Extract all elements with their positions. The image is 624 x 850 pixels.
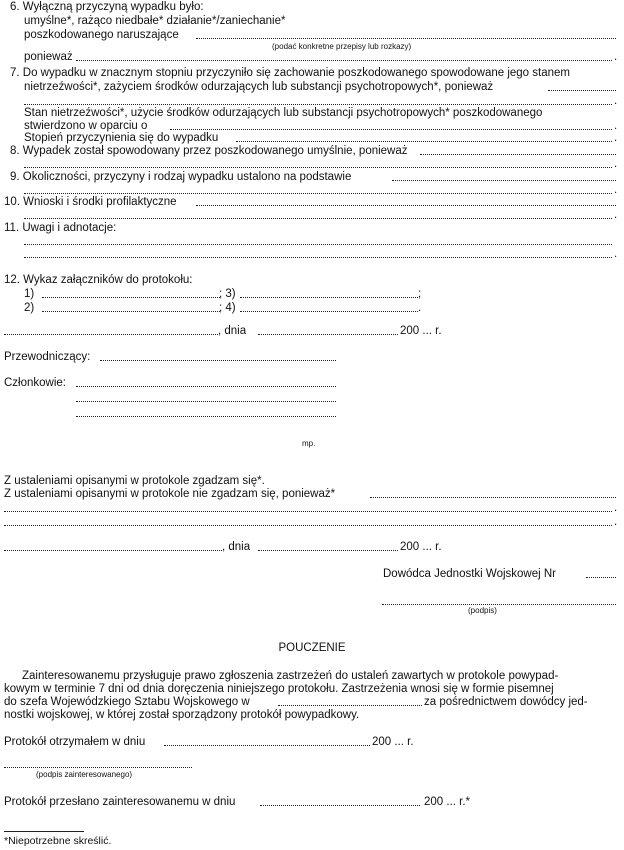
pouczenie-title: POUCZENIE <box>278 642 346 654</box>
agree-place-field[interactable] <box>4 550 222 551</box>
attachment-2-num: 2) <box>24 302 35 314</box>
item-6-line-4: ponieważ <box>24 51 73 63</box>
item-12-title: 12. Wykaz załączników do protokołu: <box>4 274 193 286</box>
item-10-title: 10. Wnioski i środki profilaktyczne <box>4 196 177 208</box>
item-11-title: 11. Uwagi i adnotacje: <box>4 222 117 234</box>
item-6-line-2: umyślne*, rażąco niedbałe* działanie*/zaniechanie* <box>24 15 286 27</box>
place-field[interactable] <box>4 334 218 335</box>
disagree-line: Z ustaleniami opisanymi w protokole nie zgadzam się, ponieważ* <box>4 488 336 500</box>
agree-line: Z ustaleniami opisanymi w protokole zgadzam się*. <box>4 475 265 487</box>
disagree-end-2: . <box>614 516 618 528</box>
members-label: Członkowie: <box>4 377 66 389</box>
item-7-line-4: Stan nietrzeźwości*, użycie środków odurzających lub substancji psychotropowych* poszkodowanego <box>24 107 543 119</box>
item-8-title: 8. Wypadek został spowodowany przez poszkodowanego umyślnie, ponieważ <box>10 145 408 157</box>
sent-year: 200 ... r.* <box>424 796 471 808</box>
podpis-label: (podpis) <box>468 606 497 615</box>
disagree-field-2[interactable] <box>4 511 612 512</box>
disagree-end-1: . <box>614 502 618 514</box>
item-11-field-1[interactable] <box>24 244 612 245</box>
commander-signature-field[interactable] <box>382 604 616 605</box>
chair-field[interactable] <box>100 360 336 361</box>
item-6-field-2[interactable] <box>76 60 612 61</box>
agree-dnia-label: , dnia <box>222 541 251 553</box>
pouczenie-line-2: kowym w terminie 7 dni od dnia doręczenia niniejszego protokołu. Zastrzeżenia wnosi się w formie pisemnej <box>4 683 554 695</box>
received-label: Protokół otrzymałem w dniu <box>4 736 146 748</box>
wsw-city-field[interactable] <box>278 705 422 706</box>
attachment-3-field[interactable] <box>240 297 418 298</box>
attachment-1-num: 1) <box>24 288 35 300</box>
pouczenie-line-1: Zainteresowanemu przysługuje prawo zgłoszenia zastrzeżeń do ustaleń zawartych w protokole powypad- <box>22 670 559 682</box>
chair-label: Przewodniczący: <box>4 351 91 363</box>
item-11-end: . <box>614 248 618 260</box>
attachment-3-num: ; 3) <box>219 288 236 300</box>
item-7-line-6: Stopień przyczynienia się do wypadku <box>24 132 219 144</box>
pouczenie-line-4: nostki wojskowej, w której został sporządzony protokół powypadkowy. <box>4 709 360 721</box>
pouczenie-line-3a: do szefa Wojewódzkiego Sztabu Wojskowego w <box>4 696 250 708</box>
item-7-line-2: nietrzeźwości*, zażyciem środków odurzających lub substancji psychotropowych*, ponieważ <box>24 81 494 93</box>
agree-date-field[interactable] <box>258 550 398 551</box>
sent-label: Protokół przesłano zainteresowanemu w dniu <box>4 796 236 808</box>
commander-number-field[interactable] <box>586 577 616 578</box>
item-7-line-5: stwierdzono w oparciu o <box>24 120 148 132</box>
member-1-field[interactable] <box>76 386 336 387</box>
item-8-field-2[interactable] <box>24 167 612 168</box>
item-7-end-2: . <box>614 120 618 132</box>
footnote-rule <box>4 831 84 832</box>
item-9-field-1[interactable] <box>392 180 616 181</box>
year-label: 200 ... r. <box>400 325 442 337</box>
attachment-1-field[interactable] <box>42 297 220 298</box>
item-10-field-2[interactable] <box>24 218 612 219</box>
item-10-field-1[interactable] <box>196 205 616 206</box>
member-2-field[interactable] <box>76 401 336 402</box>
date-field[interactable] <box>258 334 398 335</box>
item-11-field-2[interactable] <box>24 257 612 258</box>
item-7-title: 7. Do wypadku w znacznym stopniu przyczyniło się zachowanie poszkodowanego spowodowane jego stanem <box>10 67 570 79</box>
commander-label: Dowódca Jednostki Wojskowej Nr <box>383 568 556 580</box>
item-6-field-1[interactable] <box>196 38 616 39</box>
item-9-field-2[interactable] <box>24 193 612 194</box>
item-6-hint: (podać konkretne przepisy lub rozkazy) <box>272 42 412 51</box>
attachment-4-num: ; 4) <box>219 302 236 314</box>
disagree-field-1[interactable] <box>370 497 616 498</box>
item-10-end: . <box>614 209 618 221</box>
disagree-field-3[interactable] <box>4 525 612 526</box>
interested-signature-label: (podpis zainteresowanego) <box>36 770 133 779</box>
item-7-field-3[interactable] <box>170 129 612 130</box>
stamp-label: mp. <box>302 439 316 448</box>
item-7-field-1[interactable] <box>548 90 616 91</box>
item-7-end-3: . <box>614 132 618 144</box>
item-7-end-1: . <box>614 95 618 107</box>
received-date-field[interactable] <box>164 745 370 746</box>
footnote: *Niepotrzebne skreślić. <box>4 835 112 847</box>
item-7-field-4[interactable] <box>236 141 612 142</box>
member-3-field[interactable] <box>76 416 336 417</box>
attachment-4-dot: . <box>418 302 422 314</box>
item-8-end: . <box>614 158 618 170</box>
item-9-end: . <box>614 184 618 196</box>
attachment-3-semi: ; <box>418 288 422 300</box>
item-7-field-2[interactable] <box>24 104 612 105</box>
sent-date-field[interactable] <box>260 805 420 806</box>
received-year: 200 ... r. <box>372 736 414 748</box>
attachment-4-field[interactable] <box>240 311 418 312</box>
item-8-field-1[interactable] <box>420 154 616 155</box>
attachment-2-field[interactable] <box>42 311 220 312</box>
item-6-line-3: poszkodowanego naruszające <box>24 29 179 41</box>
item-9-title: 9. Okoliczności, przyczyny i rodzaj wypadku ustalono na podstawie <box>10 171 352 183</box>
dnia-label: , dnia <box>218 325 247 337</box>
item-6-end: . <box>614 51 618 63</box>
pouczenie-line-3b: za pośrednictwem dowódcy jed- <box>424 696 588 708</box>
item-6-title: 6. Wyłączną przyczyną wypadku było: <box>10 1 204 13</box>
agree-year-label: 200 ... r. <box>400 541 442 553</box>
